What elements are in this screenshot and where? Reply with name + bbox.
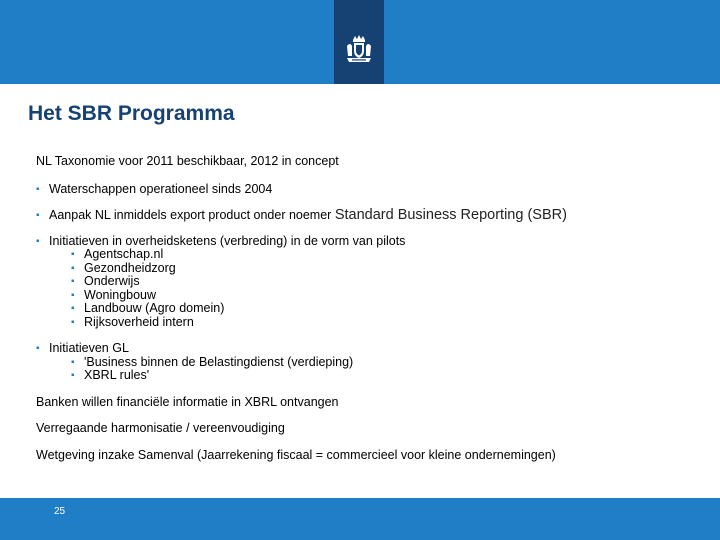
sub-bullet-xbrl-rules: ▪ XBRL rules' [71,369,706,383]
slide-title: Het SBR Programma [28,102,235,125]
sub-bullet-belastingdienst: ▪ 'Business binnen de Belastingdienst (verdieping) [71,356,706,370]
page-number: 25 [54,506,66,517]
footer-band [0,498,720,540]
sbr-emphasis: Standard Business Reporting (SBR) [334,207,567,223]
sublist-gl [36,356,706,383]
export-product-text: Aanpak NL inmiddels export product onder noemer [49,208,335,222]
sublist-pilots [36,248,706,329]
bullet-export-product [36,209,706,223]
bullet-initiatives-government: ▪ Initiatieven in overheidsketens (verbreding) in de vorm van pilots [36,235,706,249]
government-logo-bar [334,0,384,84]
sub-bullet-landbouw: ▪ Landbouw (Agro domein) [71,302,706,316]
sub-bullet-rijksoverheid: ▪ Rijksoverheid intern [71,316,706,330]
line-wetgeving: Wetgeving inzake Samenval (Jaarrekening fiscaal = commercieel voor kleine ondernemingen) [36,447,556,462]
sub-bullet-woningbouw: ▪ Woningbouw [71,289,706,303]
line-harmonisatie: Verregaande harmonisatie / vereenvoudiging [36,421,285,435]
sub-bullet-onderwijs: ▪ Onderwijs [71,275,706,289]
slide-content [36,155,706,462]
line-taxonomy: NL Taxonomie voor 2011 beschikbaar, 2012 in concept [36,154,339,168]
dutch-government-emblem-icon [344,34,374,64]
sub-bullet-agentschap: ▪ Agentschap.nl [71,248,706,262]
bullet-initiatives-gl: ▪ Initiatieven GL [36,342,706,356]
line-banken: Banken willen financiële informatie in XBRL ontvangen [36,394,339,409]
header-band [0,0,720,84]
sub-bullet-gezondheidzorg: ▪ Gezondheidzorg [71,262,706,276]
bullet-waterschappen: ▪ Waterschappen operationeel sinds 2004 [36,183,706,197]
